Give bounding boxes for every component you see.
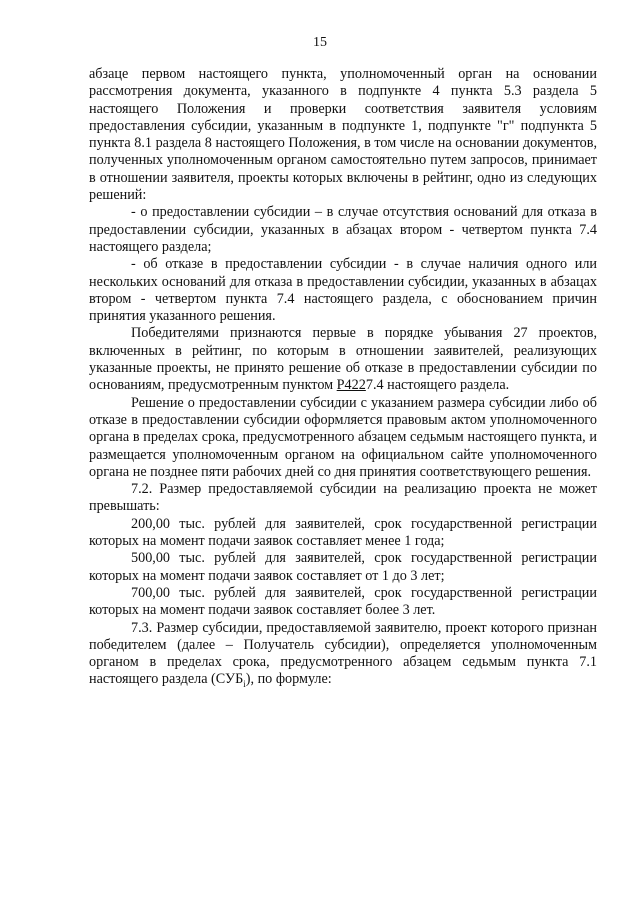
paragraph-grant-decision: - о предоставлении субсидии – в случае отсутствия оснований для отказа в предоставлении субсидии, указанных в абзацах втором - четвертом пункта 7.4 настоящего раздела; bbox=[89, 204, 597, 255]
paragraph-7-3 bbox=[89, 620, 597, 689]
paragraph-winners bbox=[89, 325, 597, 394]
subsidy-size-text: 7.3. Размер субсидии, предоставляемой заявителю, проект которого признан победителем (далее – Получатель субсидии), определяется уполномоченным органом в пределах срока, предусмотренного абзацем седьмым пункта 7.1 настоящего раздела (СУБ bbox=[89, 619, 597, 688]
paragraph-refusal-decision: - об отказе в предоставлении субсидии - в случае наличия одного или нескольких оснований для отказа в предоставлении субсидии, указанных в абзацах втором - четвертом пункта 7.4 настоящего раздела, с обоснованием причин принятия указанного решения. bbox=[89, 256, 597, 325]
paragraph-7-2: 7.2. Размер предоставляемой субсидии на реализацию проекта не может превышать: bbox=[89, 481, 597, 515]
subsidy-size-text-end: ), по формуле: bbox=[245, 671, 332, 688]
paragraph-limit-700: 700,00 тыс. рублей для заявителей, срок государственной регистрации которых на момент подачи заявок составляет более 3 лет. bbox=[89, 584, 597, 619]
document-body bbox=[89, 66, 597, 689]
paragraph-continuation: абзаце первом настоящего пункта, уполномоченный орган на основании рассмотрения документа, указанного в подпункте 4 пункта 5.3 раздела 5 настоящего Положения и проверки соответствия заявителя условиям предоставления субсидии, указанным в подпункте 1, подпункте "г" подпункта 5 пункта 8.1 раздела 8 настоящего Положения, в том числе на основании документов, полученных уполномоченным органом самостоятельно путем запросов, принимает в отношении заявителя, проекты которых включены в рейтинг, одно из следующих решений: bbox=[89, 66, 597, 204]
paragraph-limit-500: 500,00 тыс. рублей для заявителей, срок государственной регистрации которых на момент подачи заявок составляет от 1 до 3 лет; bbox=[89, 550, 597, 584]
winners-text-end: 7.4 настоящего раздела. bbox=[365, 377, 510, 394]
page-number: 15 bbox=[313, 35, 327, 50]
reference-link[interactable]: P422 bbox=[336, 377, 366, 394]
subscript-i: i bbox=[243, 679, 246, 690]
paragraph-limit-200: 200,00 тыс. рублей для заявителей, срок государственной регистрации которых на момент подачи заявок составляет менее 1 года; bbox=[89, 515, 597, 550]
paragraph-legal-act: Решение о предоставлении субсидии с указанием размера субсидии либо об отказе в предоставлении субсидии оформляется правовым актом уполномоченного органа в пределах срока, предусмотренного абзацем седьмым настоящего пункта, и размещается уполномоченным органом на официальном сайте уполномоченного органа не позднее пяти рабочих дней со дня принятия соответствующего решения. bbox=[89, 394, 597, 480]
winners-text: Победителями признаются первые в порядке убывания 27 проектов, включенных в рейтинг, по которым в отношении заявителей, реализующих указанные проекты, не принято решение об отказе в предоставлении субсидии по основаниям, предусмотренным пунктом bbox=[89, 325, 597, 394]
